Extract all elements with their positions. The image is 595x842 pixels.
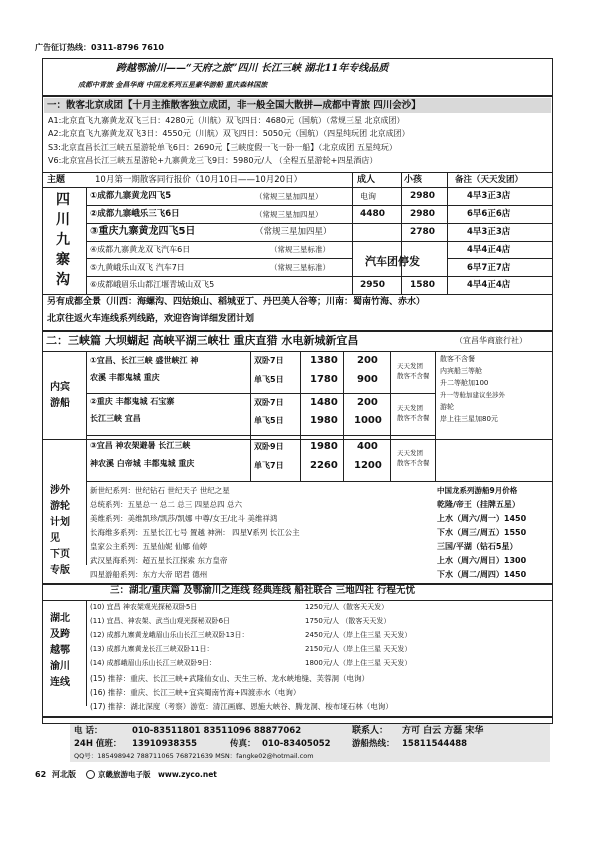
hubei-label-3: 越鄂 bbox=[50, 645, 70, 656]
contact-persons: 方可 白云 方磊 宋华 bbox=[402, 726, 484, 736]
cruise-route-3-note2: 散客不含餐 bbox=[397, 459, 430, 467]
contact-phone-label: 电 话： bbox=[74, 726, 103, 736]
cruise-route-1-line1: ①宜昌、长江三峡 盛世峡江 神 bbox=[90, 356, 199, 365]
train-routes-line: 北京往返火车连线系列线路，欢迎咨询详细发团计划 bbox=[47, 314, 255, 324]
table-row-2-child: 2980 bbox=[410, 209, 436, 219]
cruise-route-3-adult1: 1980 bbox=[310, 441, 338, 452]
cruise-route-3-adult2: 2260 bbox=[310, 460, 338, 471]
cruise-route-2-child2: 1000 bbox=[354, 415, 382, 426]
line-item-15: (15) 推荐：重庆、长江三峡+武隆仙女山、天生三桥、龙水峡地缝、芙蓉洞（电询） bbox=[90, 674, 370, 683]
extra-routes-line: 另有成都全景（川西：海螺沟、四姑娘山、稻城亚丁、丹巴美人谷等；川南：蜀南竹海、赤水） bbox=[47, 297, 426, 307]
side-label-sichuan-char5: 沟 bbox=[56, 272, 70, 288]
ad-hotline: 广告征订热线：0311-8796 7610 bbox=[35, 43, 164, 52]
table-row-2-std: （常规三星加四星） bbox=[255, 210, 323, 219]
table-row-3-child: 2780 bbox=[410, 227, 436, 237]
cruise-route-2-plan2: 单飞5日 bbox=[254, 416, 284, 425]
table-row-1-std: （常规三星加四星） bbox=[255, 192, 323, 201]
product-line-a2: A2:北京直飞九寨黄龙双飞3日：4550元（川航）双飞四日：5050元（国航）（四星纯玩团 北京成团） bbox=[48, 129, 410, 138]
page-subtitle: 成都中青旅 金昌华商 中国龙系列五星豪华游船 重庆森林国旅 bbox=[78, 81, 268, 89]
hubei-label-5: 连线 bbox=[50, 677, 70, 688]
section3-title: 三：湖北/重庆篇 及鄂渝川之连线 经典连线 船社联合 三地四社 行程无忧 bbox=[110, 585, 416, 596]
table1-header-note: 备注（天天发团） bbox=[455, 175, 524, 185]
cruise-note-3: 升二等舱加100 bbox=[440, 379, 489, 387]
line-item-13: (13) 成都九寨黄龙长江三峡双卧11日： bbox=[90, 645, 214, 653]
foreign-series-2: 总统系列：五星总一 总二 总三 四星总四 总六 bbox=[90, 500, 243, 509]
contact-qq-msn: QQ号：185498942 788711065 768721639 MSN：fangke02@hotmail.com bbox=[74, 752, 314, 760]
hubei-label-1: 湖北 bbox=[50, 613, 70, 624]
cruise-route-2-adult2: 1980 bbox=[310, 415, 338, 426]
cruise-note-1: 散客不含餐 bbox=[440, 355, 475, 363]
dragon-price-row-4: 上水（周六/周日）1300 bbox=[437, 556, 527, 565]
line-item-16: (16) 推荐：重庆、长江三峡+宜宾蜀南竹海+四渡赤水（电询） bbox=[90, 688, 301, 697]
dragon-price-row-1: 上水（周六/周一）1450 bbox=[437, 514, 527, 523]
cruise-route-2-line2: 长江三峡 宜昌 bbox=[90, 414, 141, 423]
table-row-2-adult: 4480 bbox=[360, 209, 386, 219]
section2-title: 二：三峡篇 大坝蝴起 高峡平湖三峡壮 重庆直猎 水电新城新宜昌 bbox=[46, 334, 359, 347]
dragon-price-title: 中国龙系列游船9月价格 bbox=[437, 486, 518, 495]
table-row-3-name: ③重庆九寨黄龙四飞5日 bbox=[90, 226, 196, 237]
table-row-4-note: 4早4正4店 bbox=[467, 245, 511, 255]
contact-cruise-label: 游船热线： bbox=[352, 739, 395, 749]
cruise-route-2-line1: ②重庆 丰都鬼城 石宝寨 bbox=[90, 397, 175, 406]
table-row-5-name: ⑤九黄峨乐山双飞 汽车7日 bbox=[90, 263, 185, 272]
cruise-route-2-note1: 天天发团 bbox=[397, 404, 423, 412]
table-row-6-note: 4早4正4店 bbox=[467, 280, 511, 290]
cruise-route-1-plan2: 单飞5日 bbox=[254, 375, 284, 384]
line-item-11: (11) 宜昌、神农架、武当山观光探秘双卧6日 bbox=[90, 617, 231, 625]
line-item-14-price: 1800元/人（岸上住三星 天天发） bbox=[305, 659, 412, 667]
table-row-2-note: 6早6正6店 bbox=[467, 209, 511, 219]
table-row-4-name: ④成都九寨黄龙双飞汽车6日 bbox=[90, 245, 191, 254]
foreign-series-5: 皇家公主系列：五星仙妮 仙娜 仙婷 bbox=[90, 542, 208, 551]
section1-title: 一：散客北京成团【十月主推散客独立成团，非一般全国大散拼—成都中青旅 四川会沙】 bbox=[47, 100, 421, 111]
foreign-series-7: 四星游船系列：东方大帝 昭君 德州 bbox=[90, 570, 208, 579]
foreign-cruise-label-4: 见 bbox=[50, 533, 60, 544]
line-item-12: (12) 成都九寨黄龙峨眉山乐山长江三峡双卧13日： bbox=[90, 631, 249, 639]
foreign-cruise-label-1: 涉外 bbox=[50, 485, 70, 496]
line-item-10: (10) 宜昌 神农架观光探秘双卧5日 bbox=[90, 603, 198, 611]
table1-header-adult: 成人 bbox=[357, 175, 376, 185]
line-item-14: (14) 成都峨眉山乐山长江三峡双卧9日： bbox=[90, 659, 217, 667]
line-item-17: (17) 推荐：湖北深度（考察）游览：清江画廊、恩施大峡谷、腾龙洞、梭布垭石林（电询） bbox=[90, 702, 393, 711]
page-title: 跨越鄂渝川——“天府之旅”四川 长江三峡 湖北11年专线品质 bbox=[116, 63, 389, 74]
contact-cruise: 15811544488 bbox=[402, 739, 468, 749]
edition: 河北版 bbox=[52, 770, 76, 779]
contact-duty: 13910938355 bbox=[132, 739, 198, 749]
logo-icon bbox=[86, 770, 95, 779]
contact-fax: 010-83405052 bbox=[262, 739, 331, 749]
table-row-1-child: 2980 bbox=[410, 191, 436, 201]
cruise-route-3-plan1: 双卧9日 bbox=[254, 442, 284, 451]
table-row-1-name: ①成都九寨黄龙四飞5 bbox=[90, 191, 172, 201]
side-label-sichuan-char4: 寨 bbox=[56, 252, 70, 268]
cruise-note-2: 内宾船三等舱 bbox=[440, 367, 482, 375]
inner-cruise-label-2: 游船 bbox=[50, 398, 70, 409]
product-line-s3: S3:北京直昌长江三峡五星游轮单飞6日：2690元【三峡度假一飞一卧一船】（北京成团 五星纯玩） bbox=[48, 143, 397, 152]
cruise-route-3-plan2: 单飞7日 bbox=[254, 461, 284, 470]
site-url: www.zyco.net bbox=[158, 770, 217, 779]
bus-tour-suspended-note: 汽车团停发 bbox=[365, 255, 420, 268]
foreign-series-4: 长海维多系列：五星长江七号 置越 神洲： 四星V系列 长江公主 bbox=[90, 528, 300, 537]
cruise-route-1-note2: 散客不含餐 bbox=[397, 372, 430, 380]
cruise-route-1-adult1: 1380 bbox=[310, 355, 338, 366]
cruise-route-1-line2: 农溪 丰都鬼城 重庆 bbox=[90, 373, 160, 382]
foreign-series-1: 新世纪系列：世纪钻石 世纪天子 世纪之星 bbox=[90, 486, 230, 495]
cruise-route-3-child1: 400 bbox=[357, 441, 378, 452]
table-row-2-name: ②成都九寨峨乐三飞6日 bbox=[90, 209, 180, 219]
cruise-route-1-plan1: 双卧7日 bbox=[254, 356, 284, 365]
cruise-note-5: 游轮 bbox=[440, 403, 454, 411]
cruise-route-2-child1: 200 bbox=[357, 397, 378, 408]
cruise-route-3-note1: 天天发团 bbox=[397, 449, 423, 457]
table-row-5-std: （常规三星标准） bbox=[270, 263, 330, 272]
cruise-route-2-note2: 散客不含餐 bbox=[397, 414, 430, 422]
foreign-cruise-label-3: 计划 bbox=[50, 517, 70, 528]
contact-fax-label: 传真： bbox=[230, 739, 256, 749]
contact-person-label: 联系人： bbox=[352, 726, 389, 736]
contact-phone: 010-83511801 83511096 88877062 bbox=[132, 726, 302, 736]
foreign-cruise-label-2: 游轮 bbox=[50, 501, 70, 512]
cruise-route-1-adult2: 1780 bbox=[310, 374, 338, 385]
inner-cruise-label-1: 内宾 bbox=[50, 382, 70, 393]
table-row-6-adult: 2950 bbox=[360, 280, 386, 290]
line-item-10-price: 1250元/人（散客天天发） bbox=[305, 603, 389, 611]
table-row-1-note: 4早3正3店 bbox=[467, 191, 511, 201]
table1-header-child: 小孩 bbox=[404, 175, 423, 185]
table-row-6-child: 1580 bbox=[410, 280, 436, 290]
cruise-route-3-child2: 1200 bbox=[354, 460, 382, 471]
table1-header-theme: 主题 bbox=[47, 175, 66, 185]
table-row-3-note: 4早3正3店 bbox=[467, 227, 511, 237]
product-line-v6: V6:北京宜昌长江三峡五星游轮+九寨黄龙三飞9日：5980元/人 （全程五星游轮+四星酒店） bbox=[48, 156, 378, 165]
side-label-sichuan-char2: 川 bbox=[56, 212, 70, 228]
line-item-13-price: 2150元/人（岸上住三星 天天发） bbox=[305, 645, 412, 653]
foreign-cruise-label-6: 专版 bbox=[50, 565, 70, 576]
cruise-route-1-child1: 200 bbox=[357, 355, 378, 366]
line-item-12-price: 2450元/人（岸上住三星 天天发） bbox=[305, 631, 412, 639]
product-line-a1: A1:北京直飞九寨黄龙双飞三日：4280元（川航）双飞四日：4680元（国航）（常规三星 北京成团） bbox=[48, 116, 405, 125]
table-row-6-name: ⑥成都峨眉乐山都江堰青城山双飞5 bbox=[90, 280, 215, 289]
cruise-route-1-child2: 900 bbox=[357, 374, 378, 385]
table-row-1-adult: 电询 bbox=[360, 192, 376, 201]
foreign-series-6: 武汉星海系列：超五星长江探索 东方皇帝 bbox=[90, 556, 228, 565]
cruise-route-3-line2: 神农溪 白帝城 丰都鬼城 重庆 bbox=[90, 459, 195, 468]
foreign-series-3: 美维系列：美维凯珍/凯莎/凯娜 中尊/女王/北斗 美维祥鸿 bbox=[90, 514, 278, 523]
side-label-sichuan-char3: 九 bbox=[56, 232, 70, 248]
contact-duty-label: 24H 值班： bbox=[74, 739, 122, 749]
hubei-label-2: 及跨 bbox=[50, 629, 70, 640]
table-row-5-note: 6早7正7店 bbox=[467, 263, 511, 273]
section2-agency: （宜昌华商旅行社） bbox=[455, 336, 527, 345]
cruise-route-3-line1: ③宜昌 神农架避暑 长江三峡 bbox=[90, 441, 191, 450]
site-name: 京畿旅游电子版 bbox=[98, 770, 151, 779]
dragon-price-row-2: 下水（周三/周五）1550 bbox=[437, 528, 527, 537]
table1-header-price: 10月第一期散客同行报价（10月10日——10月20日） bbox=[95, 175, 303, 185]
cruise-route-1-note1: 天天发团 bbox=[397, 362, 423, 370]
cruise-note-6: 岸上往三星加80元 bbox=[440, 415, 498, 423]
dragon-price-row-3: 三国/平湖（钻石5星） bbox=[437, 542, 518, 551]
cruise-note-4: 升一等舱加建议坐涉外 bbox=[440, 391, 505, 399]
table-row-3-std: （常规三星加四星） bbox=[255, 227, 332, 237]
foreign-cruise-label-5: 下页 bbox=[50, 549, 70, 560]
hubei-label-4: 渝川 bbox=[50, 661, 70, 672]
cruise-route-2-plan1: 双卧7日 bbox=[254, 398, 284, 407]
line-item-11-price: 1750元/人 （散客天天发） bbox=[305, 617, 391, 625]
dragon-price-row-5: 下水（周二/周四）1450 bbox=[437, 570, 527, 579]
cruise-route-2-adult1: 1480 bbox=[310, 397, 338, 408]
table-row-4-std: （常规三星标准） bbox=[270, 245, 330, 254]
dragon-price-sub: 乾隆/帝王（挂牌五星） bbox=[437, 500, 520, 509]
page-number: 62 bbox=[35, 770, 47, 779]
side-label-sichuan-char1: 四 bbox=[56, 192, 70, 208]
